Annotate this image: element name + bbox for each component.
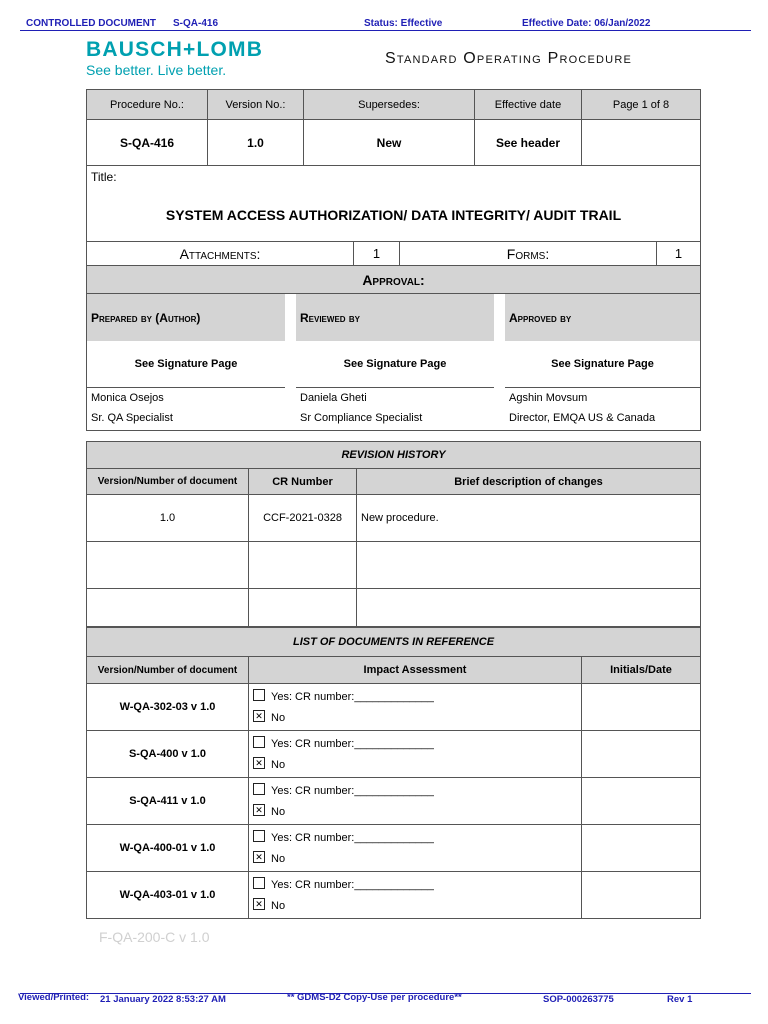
- form-code: F-QA-200-C v 1.0: [99, 929, 210, 945]
- initials-date-cell: [582, 872, 701, 919]
- viewed-printed-label: Viewed/Printed:: [18, 992, 90, 1003]
- approval-heading: Approval:: [87, 266, 701, 294]
- no-label: No: [271, 806, 286, 818]
- yes-checkbox[interactable]: [253, 830, 265, 842]
- viewed-printed-date: 21 January 2022 8:53:27 AM: [100, 994, 226, 1005]
- rev-col-version: Version/Number of document: [87, 469, 249, 495]
- ref-col-impact: Impact Assessment: [249, 657, 582, 684]
- controlled-document-label: CONTROLLED DOCUMENT: [26, 18, 156, 29]
- version-no-header: Version No.:: [208, 90, 304, 120]
- no-label: No: [271, 712, 286, 724]
- prepared-signature: See Signature Page: [134, 358, 238, 370]
- table-row: [87, 589, 701, 627]
- approved-signature: See Signature Page: [551, 358, 654, 370]
- rev-cr-number: [249, 589, 357, 627]
- title-box: [86, 165, 701, 242]
- table-row: [87, 684, 701, 731]
- rev-version: 1.0: [87, 495, 249, 542]
- reviewed-signature: See Signature Page: [343, 358, 447, 370]
- effective-date-header: Effective date: [475, 90, 582, 120]
- yes-cr-label: Yes: CR number:_____________: [271, 879, 434, 891]
- yes-cr-label: Yes: CR number:_____________: [271, 832, 434, 844]
- prepared-by-cell: [87, 294, 285, 341]
- rev-col-cr: CR Number: [249, 469, 357, 495]
- attachments-label: Attachments:: [87, 242, 354, 266]
- rev-description: [357, 589, 701, 627]
- ref-col-initials: Initials/Date: [582, 657, 701, 684]
- forms-label: Forms:: [400, 242, 657, 266]
- attachments-value: 1: [354, 242, 400, 266]
- procedure-info-table: [86, 89, 701, 166]
- no-label: No: [271, 759, 286, 771]
- reviewed-title: Sr Compliance Specialist: [300, 412, 423, 424]
- no-checkbox-checked[interactable]: [253, 898, 265, 910]
- no-checkbox-checked[interactable]: [253, 804, 265, 816]
- reference-heading: LIST OF DOCUMENTS IN REFERENCE: [87, 628, 701, 657]
- ref-document: W-QA-400-01 v 1.0: [87, 825, 249, 872]
- prepared-name: Monica Osejos: [91, 392, 164, 404]
- header-doc-id: S-QA-416: [173, 18, 219, 29]
- rev-cr-number: [249, 542, 357, 589]
- rev-version: [87, 589, 249, 627]
- reviewed-by-label: Reviewed by: [300, 311, 361, 325]
- procedure-no-header: Procedure No.:: [87, 90, 208, 120]
- no-label: No: [271, 900, 286, 912]
- yes-checkbox[interactable]: [253, 877, 265, 889]
- page-number: Page 1 of 8: [582, 90, 701, 120]
- initials-date-cell: [582, 684, 701, 731]
- page-value-cell: [582, 120, 701, 166]
- footer-sop-id: SOP-000263775: [543, 994, 614, 1005]
- revision-history-table: [86, 441, 701, 627]
- table-row: [87, 872, 701, 919]
- reviewed-name: Daniela Gheti: [300, 392, 367, 404]
- title-label: Title:: [91, 170, 117, 184]
- effective-date-value: See header: [475, 120, 582, 166]
- supersedes-header: Supersedes:: [304, 90, 475, 120]
- signature-line: [296, 387, 494, 388]
- gdms-copy-note: ** GDMS-D2 Copy-Use per procedure**: [287, 992, 462, 1003]
- rev-description: [357, 542, 701, 589]
- reference-documents-table: [86, 627, 701, 919]
- signature-line: [87, 387, 285, 388]
- procedure-no-value: S-QA-416: [87, 120, 208, 166]
- rev-description: New procedure.: [357, 495, 701, 542]
- header-divider: [20, 30, 751, 31]
- header-effective-date: Effective Date: 06/Jan/2022: [522, 18, 651, 29]
- initials-date-cell: [582, 778, 701, 825]
- yes-cr-label: Yes: CR number:_____________: [271, 785, 434, 797]
- table-row: [87, 731, 701, 778]
- ref-document: W-QA-403-01 v 1.0: [87, 872, 249, 919]
- no-checkbox-checked[interactable]: [253, 710, 265, 722]
- sop-title: Standard Operating Procedure: [385, 50, 632, 67]
- ref-document: S-QA-411 v 1.0: [87, 778, 249, 825]
- supersedes-value: New: [304, 120, 475, 166]
- table-row: [87, 825, 701, 872]
- yes-checkbox[interactable]: [253, 783, 265, 795]
- header-status: Status: Effective: [364, 18, 443, 29]
- brand-tagline: See better. Live better.: [86, 62, 227, 78]
- rev-cr-number: CCF-2021-0328: [249, 495, 357, 542]
- rev-col-description: Brief description of changes: [357, 469, 701, 495]
- prepared-title: Sr. QA Specialist: [91, 412, 173, 424]
- document-title: SYSTEM ACCESS AUTHORIZATION/ DATA INTEGRITY/ AUDIT TRAIL: [165, 207, 622, 223]
- ref-col-version: Version/Number of document: [87, 657, 249, 684]
- approval-section: [86, 293, 701, 431]
- ref-document: W-QA-302-03 v 1.0: [87, 684, 249, 731]
- no-label: No: [271, 853, 286, 865]
- yes-cr-label: Yes: CR number:_____________: [271, 691, 434, 703]
- yes-cr-label: Yes: CR number:_____________: [271, 738, 434, 750]
- approved-title: Director, EMQA US & Canada: [509, 412, 656, 424]
- table-row: [87, 495, 701, 542]
- brand-logo: BAUSCH+LOMB: [86, 38, 264, 61]
- approved-by-label: Approved by: [509, 311, 572, 325]
- yes-checkbox[interactable]: [253, 736, 265, 748]
- reviewed-by-cell: [296, 294, 494, 341]
- yes-checkbox[interactable]: [253, 689, 265, 701]
- approved-name: Agshin Movsum: [509, 392, 588, 404]
- no-checkbox-checked[interactable]: [253, 851, 265, 863]
- initials-date-cell: [582, 731, 701, 778]
- rev-version: [87, 542, 249, 589]
- forms-value: 1: [657, 242, 701, 266]
- prepared-by-label: Prepared by (Author): [91, 311, 201, 325]
- footer-revision: Rev 1: [667, 994, 693, 1005]
- signature-line: [505, 387, 700, 388]
- version-no-value: 1.0: [208, 120, 304, 166]
- initials-date-cell: [582, 825, 701, 872]
- revision-history-heading: REVISION HISTORY: [87, 442, 701, 469]
- table-row: [87, 778, 701, 825]
- approved-by-cell: [505, 294, 700, 341]
- no-checkbox-checked[interactable]: [253, 757, 265, 769]
- ref-document: S-QA-400 v 1.0: [87, 731, 249, 778]
- table-row: [87, 542, 701, 589]
- attachments-forms-row: [86, 241, 701, 294]
